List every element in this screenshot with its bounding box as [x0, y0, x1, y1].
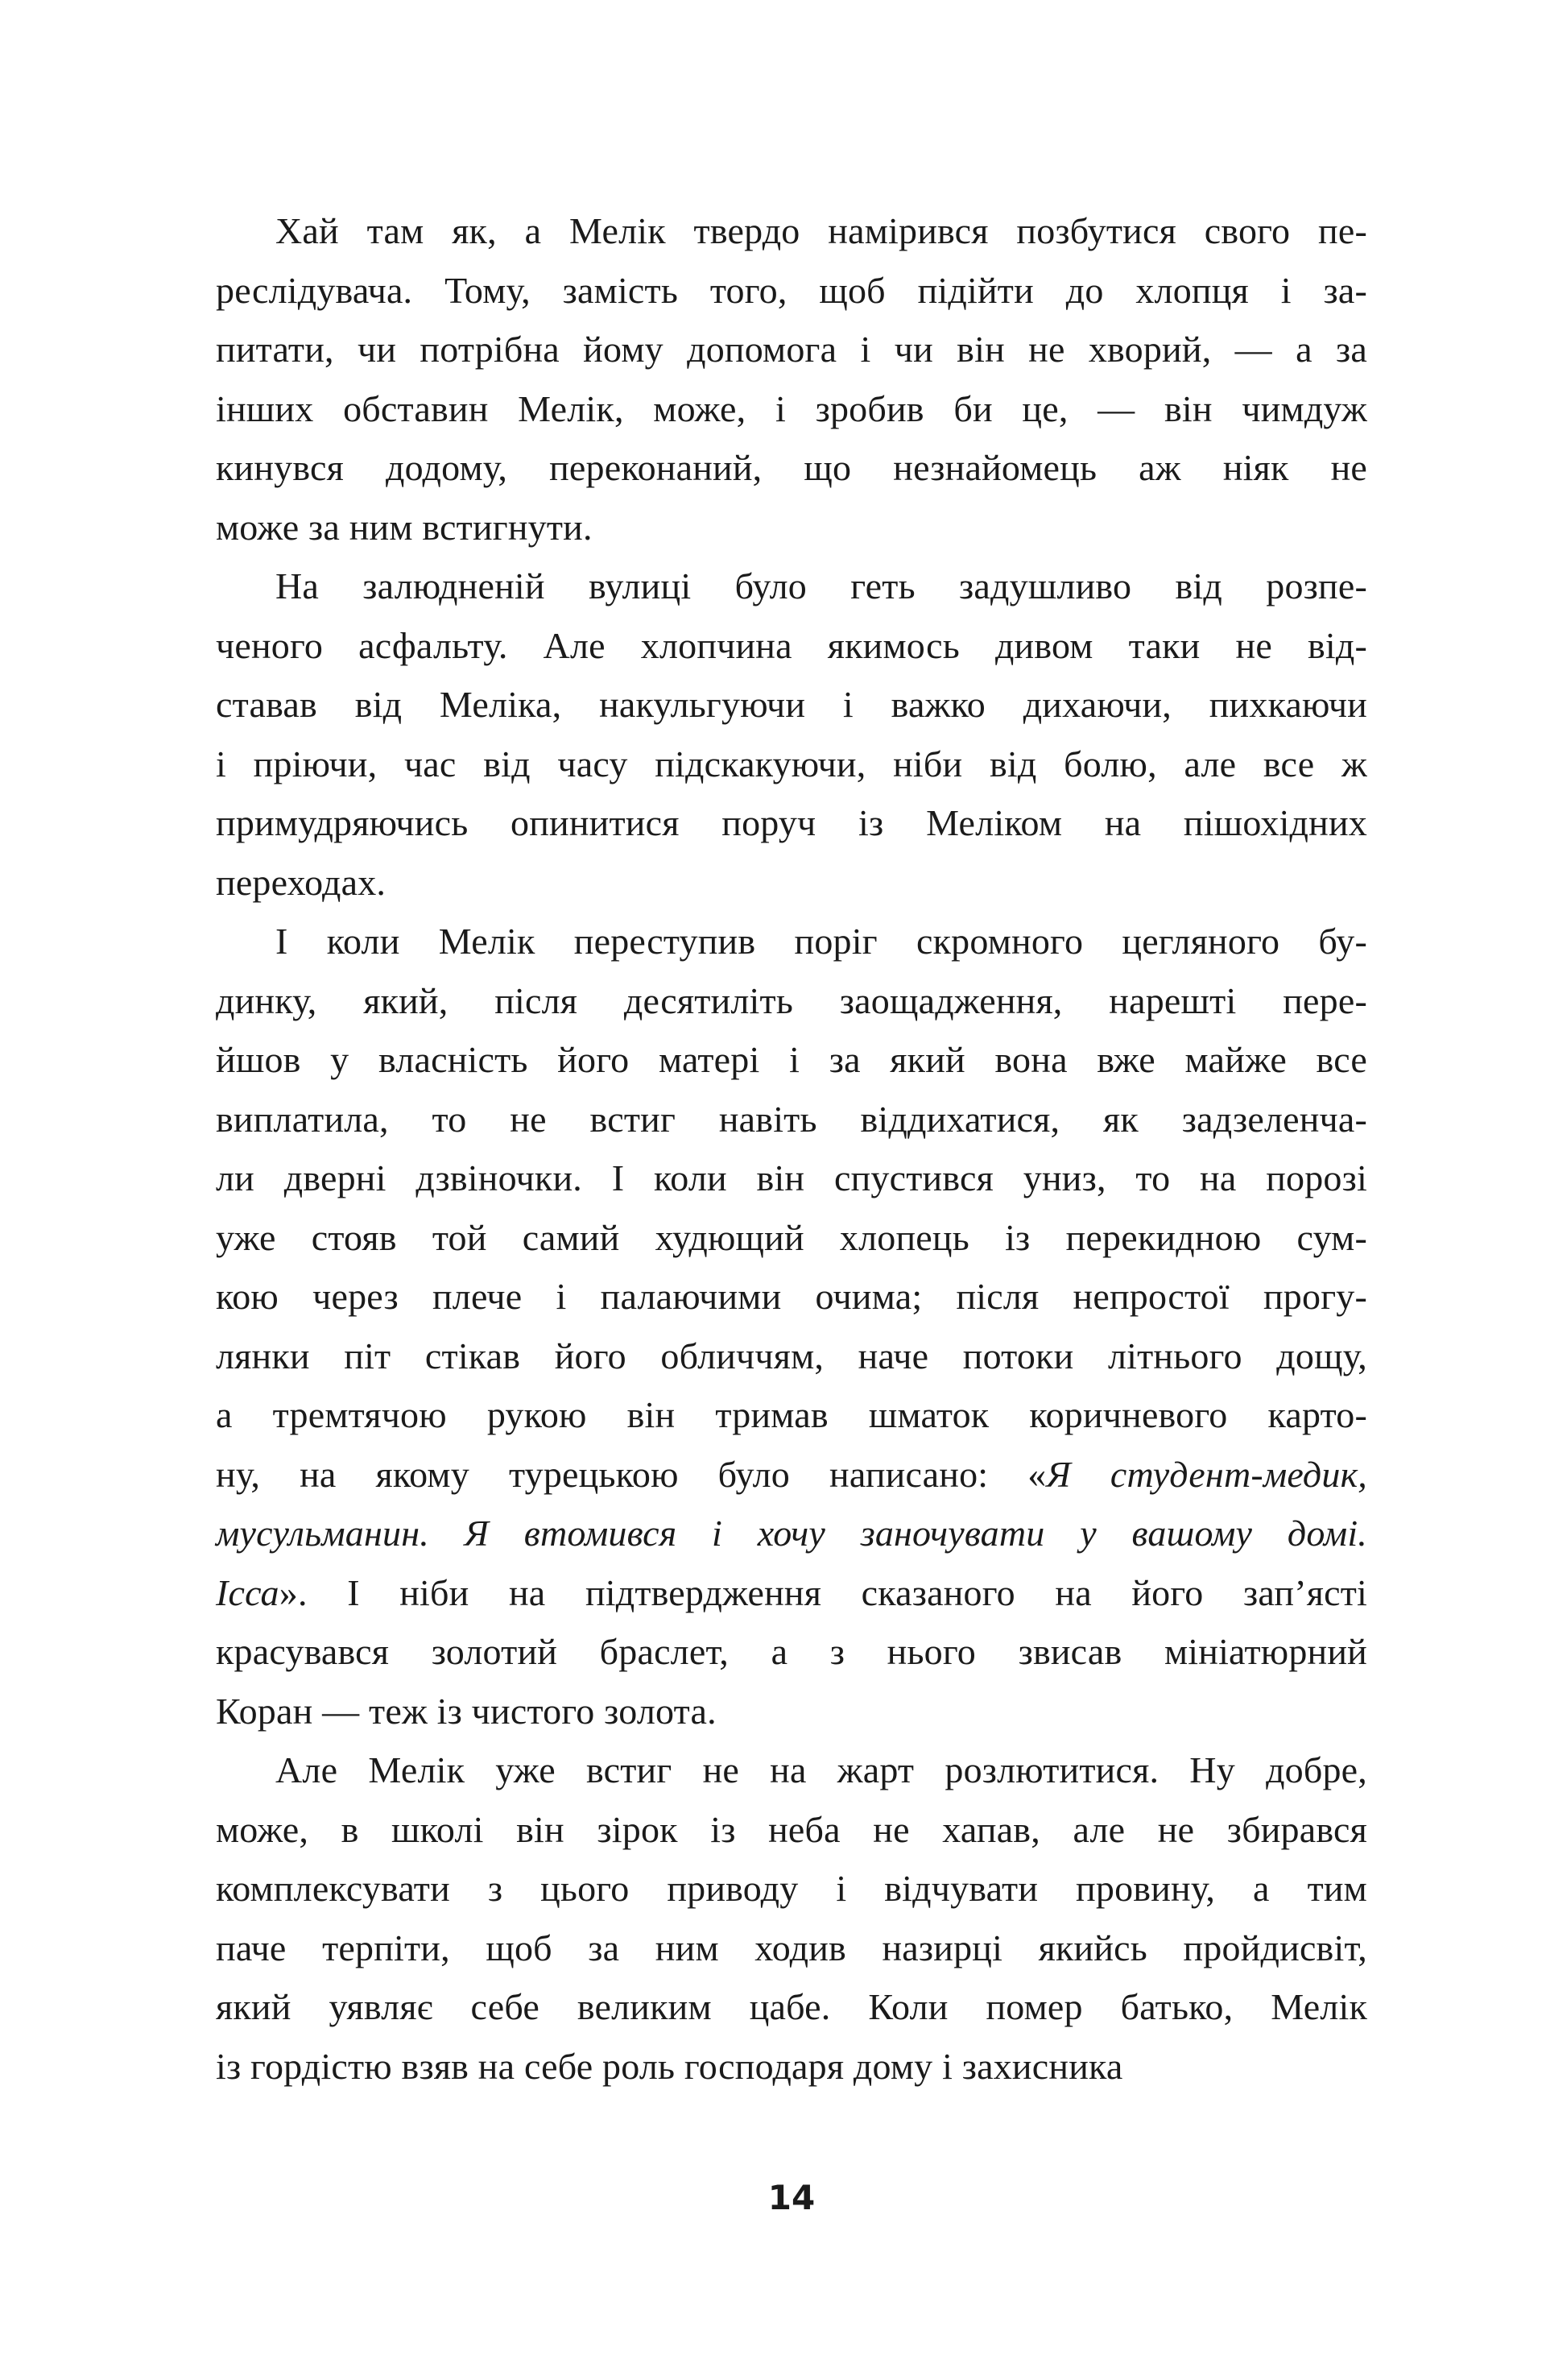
text-line: [216, 853, 1367, 913]
text-segment: питати, чи потрібна йому допомога і чи він не хворий, — а за: [216, 329, 1367, 370]
text-line: [216, 1385, 1367, 1445]
text-segment: ставав від Меліка, накульгуючи і важко дихаючи, пихкаючи: [216, 684, 1367, 725]
text-line: [216, 971, 1367, 1031]
italic-text-segment: Я студент-медик,: [1046, 1453, 1367, 1495]
text-line: [216, 1682, 1367, 1741]
text-line: [216, 1918, 1367, 1978]
page-text: [216, 201, 1367, 2096]
text-segment: а тремтячою рукою він тримав шматок коричневого карто-: [216, 1394, 1367, 1435]
text-line: [216, 793, 1367, 853]
text-segment: красувався золотий браслет, а з нього звисав мініатюрний: [216, 1631, 1367, 1672]
text-segment: переходах.: [216, 861, 386, 903]
text-line: [216, 675, 1367, 735]
italic-text-segment: Ісса: [216, 1571, 279, 1613]
text-line: [216, 1800, 1367, 1860]
text-line: [216, 1622, 1367, 1682]
text-segment: паче терпіти, щоб за ним ходив назирці якийсь пройдисвіт,: [216, 1927, 1367, 1968]
page-number: 14: [767, 2178, 816, 2217]
text-segment: Коран — теж із чистого золота.: [216, 1690, 717, 1732]
text-segment: який уявляє себе великим цабе. Коли помер батько, Мелік: [216, 1986, 1367, 2027]
text-line: [216, 1030, 1367, 1090]
text-line: [216, 1859, 1367, 1918]
text-segment: ченого асфальту. Але хлопчина якимось дивом таки не від-: [216, 624, 1367, 666]
text-segment: реслідувача. Тому, замість того, щоб підійти до хлопця і за-: [216, 269, 1367, 311]
text-line: [216, 1267, 1367, 1327]
paragraph: [216, 912, 1367, 1741]
text-segment: кою через плече і палаючими очима; після непростої прогу-: [216, 1276, 1367, 1317]
text-line: [216, 1208, 1367, 1268]
text-segment: ли дверні дзвіночки. І коли він спустився униз, то на порозі: [216, 1157, 1367, 1198]
text-segment: І коли Мелік переступив поріг скромного цегляного бу-: [275, 921, 1367, 962]
text-segment: і пріючи, час від часу підскакуючи, ніби від болю, але все ж: [216, 743, 1367, 784]
text-segment: може за ним встигнути.: [216, 506, 593, 548]
text-segment: ». І ніби на підтвердження сказаного на його зап’ясті: [279, 1571, 1367, 1613]
paragraph: [216, 201, 1367, 557]
text-segment: комплексувати з цього приводу і відчувати провину, а тим: [216, 1868, 1367, 1909]
text-segment: виплатила, то не встиг навіть віддихатися, як задзеленча-: [216, 1098, 1367, 1140]
text-line: [216, 735, 1367, 794]
text-line: [216, 201, 1367, 261]
paragraph: [216, 557, 1367, 912]
text-segment: На залюдненій вулиці було геть задушливо від розпе-: [275, 565, 1367, 606]
text-line: [216, 1504, 1367, 1563]
text-line: [216, 557, 1367, 616]
text-line: [216, 1563, 1367, 1623]
text-segment: інших обставин Мелік, може, і зробив би це, — він чимдуж: [216, 387, 1367, 429]
text-segment: ну, на якому турецькою було написано: «: [216, 1453, 1047, 1495]
text-line: [216, 912, 1367, 971]
text-segment: уже стояв той самий худющий хлопець із перекидною сум-: [216, 1216, 1367, 1258]
text-line: [216, 379, 1367, 439]
text-line: [216, 438, 1367, 498]
text-segment: динку, який, після десятиліть заощадження, нарешті пере-: [216, 979, 1367, 1021]
text-line: [216, 1327, 1367, 1386]
text-segment: Хай там як, а Мелік твердо намірився позбутися свого пе-: [275, 210, 1367, 251]
text-segment: Але Мелік уже встиг не на жарт розлютитися. Ну добре,: [275, 1749, 1367, 1790]
text-line: [216, 1445, 1367, 1505]
italic-text-segment: мусульманин. Я втомився і хочу заночувати у вашому домі.: [216, 1513, 1367, 1554]
paragraph: [216, 1741, 1367, 2096]
text-segment: примудряючись опинитися поруч із Меліком на пішохідних: [216, 802, 1367, 843]
text-segment: кинувся додому, переконаний, що незнайомець аж ніяк не: [216, 447, 1367, 488]
text-line: [216, 261, 1367, 321]
text-line: [216, 2037, 1367, 2096]
text-line: [216, 320, 1367, 379]
text-segment: може, в школі він зірок із неба не хапав, але не збирався: [216, 1808, 1367, 1850]
text-segment: із гордістю взяв на себе роль господаря дому і захисника: [216, 2045, 1123, 2087]
text-line: [216, 616, 1367, 676]
text-segment: лянки піт стікав його обличчям, наче потоки літнього дощу,: [216, 1335, 1367, 1376]
text-line: [216, 1149, 1367, 1208]
text-segment: йшов у власність його матері і за який вона вже майже все: [216, 1039, 1367, 1080]
text-line: [216, 1741, 1367, 1800]
text-line: [216, 498, 1367, 557]
text-line: [216, 1090, 1367, 1149]
text-line: [216, 1977, 1367, 2037]
